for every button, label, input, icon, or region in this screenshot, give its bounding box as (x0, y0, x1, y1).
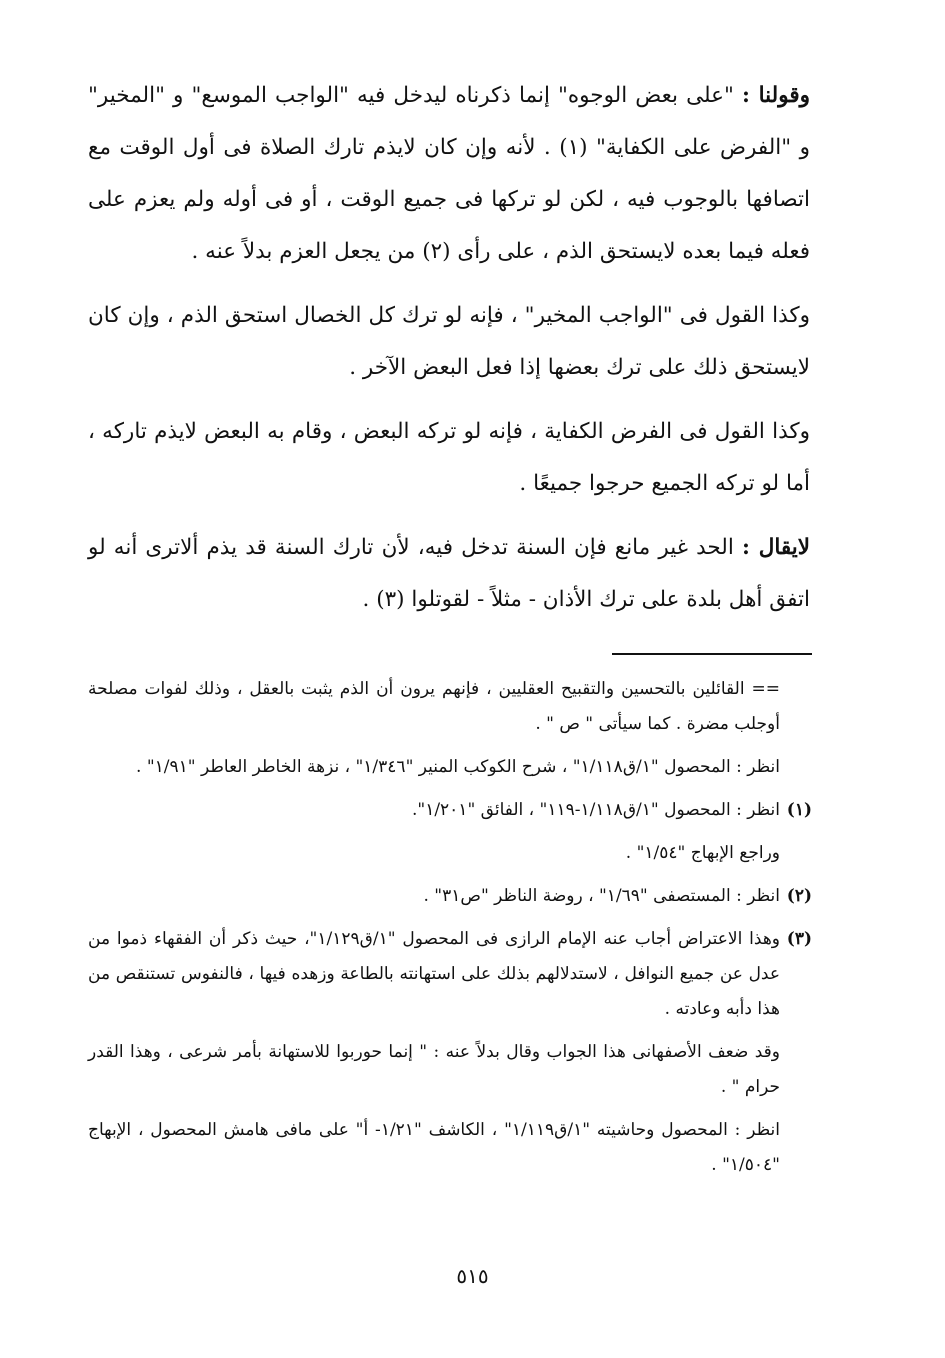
footnote-continuation-b: انظر : المحصول "١/ق١/١١٨" ، شرح الكوكب المنير "١/٣٤٦" ، نزهة الخاطر العاطر "١/٩١" . (136, 757, 780, 777)
footnote-1-number: (١) (786, 800, 812, 820)
paragraph-4-lead: لايقال : (741, 535, 811, 560)
footnote-3-extra-c: انظر : المحصول وحاشيته "١/ق١/١١٩" ، الكاشف "١/٢١- أ" على مافى هامش المحصول ، الإبهاج "١/٥٠٤" . (88, 1120, 780, 1175)
main-text (88, 70, 810, 638)
footnote-3-number: (٣) (786, 929, 813, 949)
page-number: ٥١٥ (456, 1264, 489, 1288)
paragraph-4 (88, 522, 810, 626)
footnote-3-extra-b: وقد ضعف الأصفهانى هذا الجواب وقال بدلاً عنه : " إنما حوربوا للاستهانة بأمر شرعى ، وهذا القدر حرام " . (88, 1042, 780, 1097)
footnote-2 (88, 879, 812, 914)
footnote-3 (88, 922, 812, 1027)
footnote-separator (612, 653, 812, 655)
paragraph-1-text: "على بعض الوجوه" إنما ذكرناه ليدخل فيه "الواجب الموسع" و "المخير" و "الفرض على الكفاية" (١) . لأنه وإن كان لايذم تارك الصلاة فى أول الوقت مع اتصافها بالوجوب فيه ، لكن لو تركها فى جميع الوقت ، أو فى أوله ولم يعزم على فعله فيما بعده لايستحق الذم ، على رأى (٢) من يجعل العزم بدلاً عنه . (88, 83, 810, 264)
footnote-2-text: انظر : المستصفى "١/٦٩" ، روضة الناظر "ص٣١" . (423, 886, 780, 906)
footnote-continuation-a: == القائلين بالتحسين والتقبيح العقليين ، فإنهم يرون أن الذم يثبت بالعقل ، وذلك لفوات مصلحة أوجلب مضرة . كما سيأتى " ص " . (88, 679, 780, 734)
paragraph-3: وكذا القول فى الفرض الكفاية ، فإنه لو تركه البعض ، وقام به البعض لايذم تاركه ، أما لو تركه الجميع حرجوا جميعًا . (88, 419, 810, 496)
footnote-1-text: انظر : المحصول "١/ق١/١١٨-١١٩" ، الفائق "١/٢٠١". (411, 800, 780, 820)
footnote-2-number: (٢) (786, 886, 812, 906)
footnote-1-extra: وراجع الإبهاج "١/٥٤" . (625, 843, 780, 863)
footnote-3-text: وهذا الاعتراض أجاب عنه الإمام الرازى فى المحصول "١/ق١/١٢٩"، حيث ذكر أن الفقهاء ذموا من عدل عن جميع النوافل ، لاستدلالهم بذلك على استهانته بالطاعة وزهده فيها ، فالنفوس تستنقص من هذا دأبه وعادته . (88, 929, 781, 1019)
paragraph-1 (88, 70, 810, 278)
footnote-1 (88, 793, 812, 828)
paragraph-4-text: الحد غير مانع فإن السنة تدخل فيه، لأن تارك السنة قد يذم ألاترى أنه لو اتفق أهل بلدة على ترك الأذان - مثلاً - لقوتلوا (٣) . (88, 535, 810, 612)
paragraph-1-lead: وقولنا : (741, 83, 810, 108)
footnotes (88, 672, 812, 1191)
paragraph-2: وكذا القول فى "الواجب المخير" ، فإنه لو ترك كل الخصال استحق الذم ، وإن كان لايستحق ذلك على ترك بعضها إذا فعل البعض الآخر . (88, 303, 810, 380)
